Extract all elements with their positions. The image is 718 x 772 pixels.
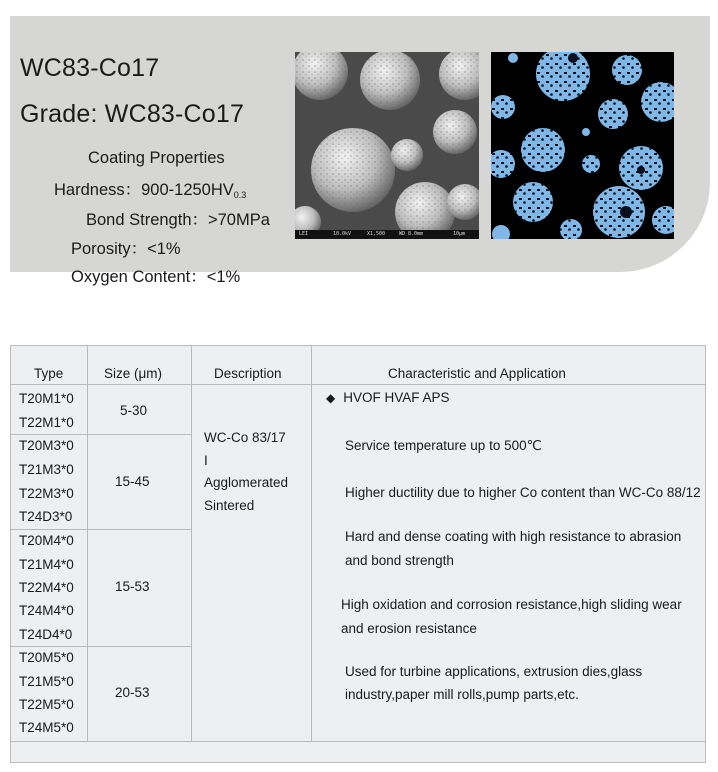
- hardness-row: [54, 176, 246, 200]
- type-cell: T24M5*0: [19, 720, 74, 735]
- type-cell: T22M3*0: [19, 486, 74, 501]
- type-cell: T24M4*0: [19, 603, 74, 618]
- characteristic-hard-dense-line2: and bond strength: [345, 553, 454, 568]
- sem-caption-working-distance: WD 8.0mm: [399, 231, 424, 237]
- characteristic-oxidation-line2: and erosion resistance: [341, 621, 477, 636]
- description-agglomerated: Agglomerated: [204, 475, 289, 490]
- header-size: Size (μm): [104, 366, 163, 381]
- hardness-label: Hardness：: [54, 181, 142, 199]
- hardness-value: 900-1250HV: [141, 181, 234, 199]
- product-grade: Grade: WC83-Co17: [20, 100, 245, 128]
- header-characteristic-application: Characteristic and Application: [388, 366, 566, 381]
- sem-caption-scale: 10μm: [453, 231, 466, 237]
- type-cell: T21M3*0: [19, 462, 74, 477]
- product-name: WC83-Co17: [20, 54, 160, 82]
- hardness-subscript: 0.3: [233, 190, 247, 200]
- type-cell: T22M1*0: [19, 415, 74, 430]
- oxygen-content-row: [71, 263, 240, 287]
- bond-strength-label: Bond Strength：: [86, 211, 208, 229]
- characteristic-processes: ◆ HVOF HVAF APS: [326, 390, 450, 405]
- sem-caption-magnification: X1,500: [367, 231, 386, 237]
- porosity-label: Porosity：: [71, 240, 148, 258]
- type-cell: T24D3*0: [19, 509, 73, 524]
- characteristic-oxidation-line1: High oxidation and corrosion resistance,high sliding wear: [341, 597, 682, 612]
- type-cell: T21M5*0: [19, 674, 74, 689]
- characteristic-hard-dense-line1: Hard and dense coating with high resistance to abrasion: [345, 529, 682, 544]
- type-cell: T20M4*0: [19, 533, 74, 548]
- size-cell: 15-53: [115, 579, 150, 594]
- type-cell: T21M4*0: [19, 557, 74, 572]
- porosity-row: [71, 235, 181, 259]
- size-cell: 20-53: [115, 685, 150, 700]
- characteristic-ductility: Higher ductility due to higher Co content than WC-Co 88/12: [345, 485, 701, 500]
- cross-section-image: [491, 52, 674, 239]
- header-type: Type: [34, 366, 64, 381]
- bond-strength-value: >70MPa: [208, 211, 270, 229]
- characteristic-applications-line2: industry,paper mill rolls,pump parts,etc.: [345, 687, 579, 702]
- type-cell: T20M5*0: [19, 650, 74, 665]
- characteristic-applications-line1: Used for turbine applications, extrusion dies,glass: [345, 664, 643, 679]
- oxygen-content-label: Oxygen Content：: [71, 268, 207, 286]
- description-sintered: Sintered: [204, 498, 255, 513]
- oxygen-content-value: <1%: [206, 268, 241, 286]
- type-cell: T22M4*0: [19, 580, 74, 595]
- description-separator: I: [204, 453, 208, 468]
- sem-caption-bar: [295, 230, 479, 239]
- coating-properties-heading: Coating Properties: [88, 149, 225, 167]
- type-cell: T20M3*0: [19, 438, 74, 453]
- type-cell: T24D4*0: [19, 627, 73, 642]
- sem-caption-detector: LEI: [299, 231, 309, 237]
- size-cell: 15-45: [115, 474, 150, 489]
- header-description: Description: [214, 366, 282, 381]
- description-composition: WC-Co 83/17: [204, 430, 286, 445]
- sem-caption-voltage: 10.0kV: [333, 231, 352, 237]
- diamond-bullet-icon: ◆: [326, 391, 336, 405]
- characteristic-temperature: Service temperature up to 500℃: [345, 438, 542, 453]
- size-cell: 5-30: [120, 403, 148, 418]
- type-cell: T20M1*0: [19, 391, 74, 406]
- porosity-value: <1%: [147, 240, 181, 258]
- type-cell: T22M5*0: [19, 697, 74, 712]
- product-specification-table: [10, 345, 706, 763]
- bond-strength-row: [86, 206, 270, 230]
- sem-micrograph-image: [295, 52, 479, 239]
